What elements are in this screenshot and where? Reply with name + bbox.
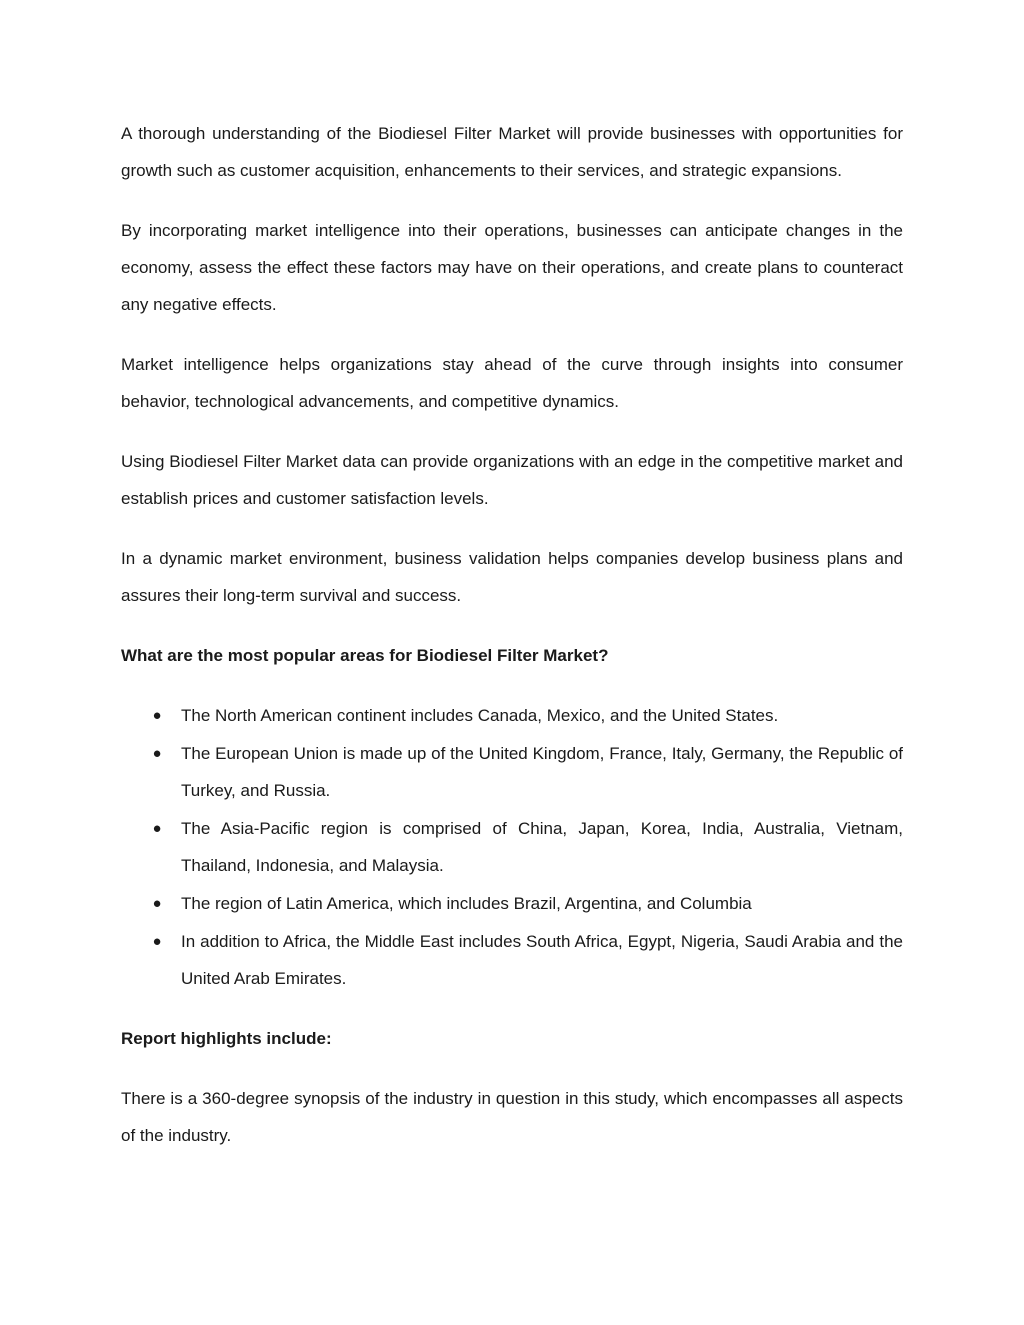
document-body	[121, 115, 903, 1177]
list-item-text: In addition to Africa, the Middle East includes South Africa, Egypt, Nigeria, Saudi Arabia and the United Arab Emirates.	[181, 932, 903, 988]
bullet-icon: ●	[152, 820, 162, 837]
list-item	[121, 735, 903, 809]
bullet-icon: ●	[152, 745, 162, 762]
highlights-paragraph: There is a 360-degree synopsis of the industry in question in this study, which encompasses all aspects of the industry.	[121, 1089, 903, 1145]
list-item	[121, 923, 903, 997]
areas-list	[121, 697, 903, 997]
list-item	[121, 810, 903, 884]
paragraph: Using Biodiesel Filter Market data can provide organizations with an edge in the competitive market and establish prices and customer satisfaction levels.	[121, 452, 903, 508]
paragraph: By incorporating market intelligence into their operations, businesses can anticipate changes in the economy, assess the effect these factors may have on their operations, and create plans to counteract any negative effects.	[121, 221, 903, 314]
list-item	[121, 697, 903, 734]
highlights-heading: Report highlights include:	[121, 1029, 332, 1048]
bullet-icon: ●	[152, 933, 162, 950]
list-item-text: The European Union is made up of the United Kingdom, France, Italy, Germany, the Republic of Turkey, and Russia.	[181, 744, 903, 800]
paragraph: In a dynamic market environment, business validation helps companies develop business plans and assures their long-term survival and success.	[121, 549, 903, 605]
paragraph: A thorough understanding of the Biodiesel Filter Market will provide businesses with opportunities for growth such as customer acquisition, enhancements to their services, and strategic expansions.	[121, 124, 903, 180]
paragraph: Market intelligence helps organizations stay ahead of the curve through insights into consumer behavior, technological advancements, and competitive dynamics.	[121, 355, 903, 411]
list-item-text: The region of Latin America, which includes Brazil, Argentina, and Columbia	[181, 894, 752, 913]
areas-heading: What are the most popular areas for Biodiesel Filter Market?	[121, 646, 609, 665]
list-item	[121, 885, 903, 922]
bullet-icon: ●	[152, 707, 162, 724]
list-item-text: The North American continent includes Canada, Mexico, and the United States.	[181, 706, 779, 725]
list-item-text: The Asia-Pacific region is comprised of China, Japan, Korea, India, Australia, Vietnam, Thailand, Indonesia, and Malaysia.	[181, 819, 903, 875]
bullet-icon: ●	[152, 895, 162, 912]
